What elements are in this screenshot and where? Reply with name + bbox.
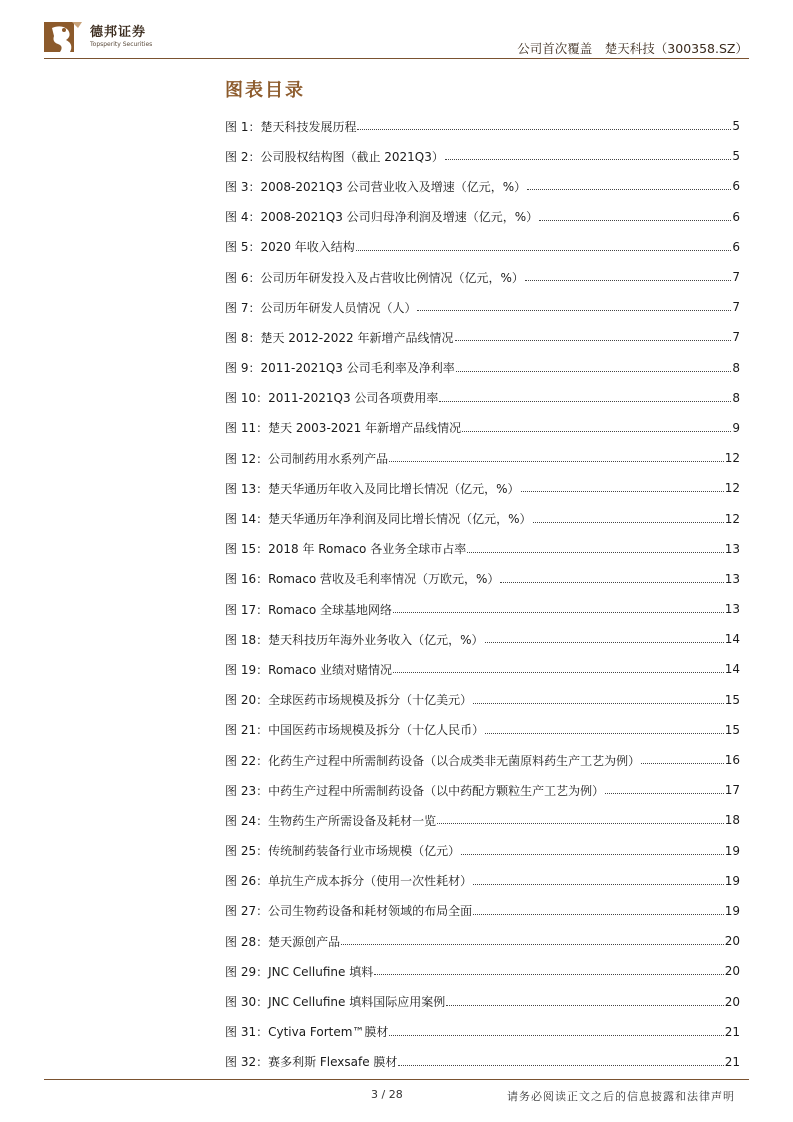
toc-dot-leader <box>473 913 724 915</box>
toc-entry[interactable] <box>225 534 740 564</box>
toc-entry-page: 20 <box>724 934 740 949</box>
toc-entry[interactable] <box>225 594 740 624</box>
toc-entry-label: 图 21：中国医药市场规模及拆分（十亿人民币） <box>225 723 485 738</box>
toc-dot-leader <box>393 671 724 673</box>
toc-entry[interactable] <box>225 413 740 443</box>
logo-name-en: Topsperity Securities <box>90 41 153 48</box>
toc-entry-page: 15 <box>724 722 740 737</box>
report-header-title: 公司首次覆盖 楚天科技（300358.SZ） <box>517 41 748 56</box>
toc-entry-label: 图 16：Romaco 营收及毛利率情况（万欧元，%） <box>225 572 500 587</box>
toc-entry[interactable] <box>225 956 740 986</box>
toc-entry-page: 6 <box>732 239 740 254</box>
toc-dot-leader <box>467 551 724 553</box>
toc-entry-label: 图 8：楚天 2012-2022 年新增产品线情况 <box>225 330 454 345</box>
toc-entry[interactable] <box>225 111 740 141</box>
toc-entry-page: 15 <box>724 692 740 707</box>
toc-entry-label: 图 27：公司生物药设备和耗材领域的布局全面 <box>225 904 473 919</box>
toc-entry[interactable] <box>225 202 740 232</box>
figure-toc-list <box>225 111 740 1077</box>
toc-dot-leader <box>539 219 731 221</box>
toc-entry[interactable] <box>225 745 740 775</box>
toc-entry-page: 19 <box>724 873 740 888</box>
toc-dot-leader <box>389 1034 723 1036</box>
toc-entry-label: 图 24：生物药生产所需设备及耗材一览 <box>225 813 437 828</box>
toc-entry-page: 21 <box>724 1054 740 1069</box>
toc-dot-leader <box>439 400 731 402</box>
toc-entry[interactable] <box>225 232 740 262</box>
toc-entry-label: 图 13：楚天华通历年收入及同比增长情况（亿元，%） <box>225 481 520 496</box>
toc-entry-label: 图 14：楚天华通历年净利润及同比增长情况（亿元，%） <box>225 512 532 527</box>
toc-entry-page: 20 <box>724 994 740 1009</box>
toc-entry[interactable] <box>225 292 740 322</box>
toc-entry[interactable] <box>225 503 740 533</box>
toc-entry-label: 图 17：Romaco 全球基地网络 <box>225 602 393 617</box>
toc-entry-label: 图 28：楚天源创产品 <box>225 934 341 949</box>
toc-entry-page: 9 <box>732 420 740 435</box>
toc-entry[interactable] <box>225 896 740 926</box>
footer-divider <box>44 1079 749 1080</box>
toc-dot-leader <box>500 581 723 583</box>
toc-entry-page: 12 <box>724 451 740 466</box>
toc-entry[interactable] <box>225 564 740 594</box>
toc-dot-leader <box>473 883 724 885</box>
toc-entry-label: 图 1：楚天科技发展历程 <box>225 119 357 134</box>
toc-dot-leader <box>357 128 731 130</box>
toc-dot-leader <box>462 430 731 432</box>
toc-dot-leader <box>605 792 724 794</box>
toc-entry-page: 5 <box>732 149 740 164</box>
toc-entry-page: 6 <box>732 179 740 194</box>
toc-entry-label: 图 3：2008-2021Q3 公司营业收入及增速（亿元，%） <box>225 179 527 194</box>
toc-entry-label: 图 12：公司制药用水系列产品 <box>225 451 389 466</box>
toc-dot-leader <box>521 490 724 492</box>
toc-dot-leader <box>485 641 724 643</box>
toc-entry-label: 图 30：JNC Cellufine 填料国际应用案例 <box>225 995 446 1010</box>
toc-entry-page: 20 <box>724 964 740 979</box>
toc-entry-label: 图 6：公司历年研发投入及占营收比例情况（亿元，%） <box>225 270 524 285</box>
toc-entry-page: 8 <box>732 360 740 375</box>
toc-dot-leader <box>393 611 724 613</box>
toc-dot-leader <box>374 973 724 975</box>
toc-entry-page: 13 <box>724 571 740 586</box>
toc-entry-page: 7 <box>732 300 740 315</box>
toc-dot-leader <box>417 309 731 311</box>
page-number: 3 / 28 <box>371 1088 403 1101</box>
header-divider <box>44 58 749 59</box>
toc-entry[interactable] <box>225 715 740 745</box>
toc-entry-label: 图 31：Cytiva Fortem™膜材 <box>225 1025 389 1040</box>
toc-entry-label: 图 5：2020 年收入结构 <box>225 240 355 255</box>
toc-entry[interactable] <box>225 986 740 1016</box>
toc-dot-leader <box>389 460 724 462</box>
toc-entry[interactable] <box>225 171 740 201</box>
toc-entry-page: 13 <box>724 602 740 617</box>
company-logo <box>44 18 152 56</box>
toc-entry-page: 7 <box>732 270 740 285</box>
toc-entry-page: 18 <box>724 813 740 828</box>
toc-entry[interactable] <box>225 262 740 292</box>
toc-entry-label: 图 23：中药生产过程中所需制药设备（以中药配方颗粒生产工艺为例） <box>225 783 605 798</box>
logo-mark-icon <box>44 18 84 56</box>
toc-entry[interactable] <box>225 624 740 654</box>
toc-entry[interactable] <box>225 866 740 896</box>
toc-entry-page: 17 <box>724 783 740 798</box>
toc-dot-leader <box>533 521 724 523</box>
toc-entry[interactable] <box>225 836 740 866</box>
logo-name-cn: 德邦证券 <box>90 25 147 40</box>
toc-entry-label: 图 26：单抗生产成本拆分（使用一次性耗材） <box>225 874 473 889</box>
toc-entry-page: 13 <box>724 541 740 556</box>
toc-entry-label: 图 4：2008-2021Q3 公司归母净利润及增速（亿元，%） <box>225 210 539 225</box>
toc-dot-leader <box>356 249 732 251</box>
toc-entry-page: 21 <box>724 1024 740 1039</box>
toc-dot-leader <box>461 853 724 855</box>
toc-entry-label: 图 29：JNC Cellufine 填料 <box>225 964 374 979</box>
toc-entry[interactable] <box>225 473 740 503</box>
toc-entry[interactable] <box>225 654 740 684</box>
toc-entry-page: 16 <box>724 753 740 768</box>
toc-entry[interactable] <box>225 322 740 352</box>
toc-dot-leader <box>445 158 731 160</box>
toc-dot-leader <box>455 339 732 341</box>
toc-dot-leader <box>456 370 732 372</box>
toc-entry-label: 图 7：公司历年研发人员情况（人） <box>225 300 417 315</box>
toc-entry-label: 图 22：化药生产过程中所需制药设备（以合成类非无菌原料药生产工艺为例） <box>225 753 641 768</box>
toc-entry-page: 7 <box>732 330 740 345</box>
toc-dot-leader <box>525 279 732 281</box>
toc-entry[interactable] <box>225 685 740 715</box>
toc-entry[interactable] <box>225 383 740 413</box>
toc-entry-page: 6 <box>732 209 740 224</box>
toc-entry-page: 5 <box>732 119 740 134</box>
toc-dot-leader <box>473 702 724 704</box>
toc-dot-leader <box>485 732 724 734</box>
toc-entry-label: 图 2：公司股权结构图（截止 2021Q3） <box>225 149 444 164</box>
legal-disclaimer: 请务必阅读正文之后的信息披露和法律声明 <box>507 1090 735 1103</box>
toc-entry[interactable] <box>225 141 740 171</box>
toc-entry-label: 图 10：2011-2021Q3 公司各项费用率 <box>225 391 439 406</box>
toc-dot-leader <box>398 1064 723 1066</box>
toc-entry-page: 8 <box>732 390 740 405</box>
toc-entry[interactable] <box>225 353 740 383</box>
toc-entry[interactable] <box>225 443 740 473</box>
toc-entry-label: 图 20：全球医药市场规模及拆分（十亿美元） <box>225 693 473 708</box>
toc-entry-label: 图 11：楚天 2003-2021 年新增产品线情况 <box>225 421 462 436</box>
toc-entry-label: 图 32：赛多利斯 Flexsafe 膜材 <box>225 1055 398 1070</box>
toc-entry-page: 12 <box>724 481 740 496</box>
toc-entry-page: 12 <box>724 511 740 526</box>
toc-entry-label: 图 25：传统制药装备行业市场规模（亿元） <box>225 844 461 859</box>
toc-entry[interactable] <box>225 775 740 805</box>
toc-dot-leader <box>437 822 724 824</box>
toc-entry[interactable] <box>225 805 740 835</box>
section-title: 图表目录 <box>225 80 305 101</box>
toc-entry-page: 14 <box>724 632 740 647</box>
toc-entry-label: 图 15：2018 年 Romaco 各业务全球市占率 <box>225 542 467 557</box>
toc-entry-page: 19 <box>724 843 740 858</box>
toc-entry-page: 19 <box>724 903 740 918</box>
toc-dot-leader <box>341 943 724 945</box>
toc-entry[interactable] <box>225 1017 740 1047</box>
toc-entry[interactable] <box>225 1047 740 1077</box>
toc-entry-label: 图 19：Romaco 业绩对赌情况 <box>225 662 393 677</box>
toc-entry-label: 图 18：楚天科技历年海外业务收入（亿元，%） <box>225 632 484 647</box>
toc-dot-leader <box>446 1004 724 1006</box>
toc-dot-leader <box>527 188 731 190</box>
toc-entry-label: 图 9：2011-2021Q3 公司毛利率及净利率 <box>225 361 455 376</box>
toc-entry-page: 14 <box>724 662 740 677</box>
toc-entry[interactable] <box>225 926 740 956</box>
toc-dot-leader <box>641 762 724 764</box>
